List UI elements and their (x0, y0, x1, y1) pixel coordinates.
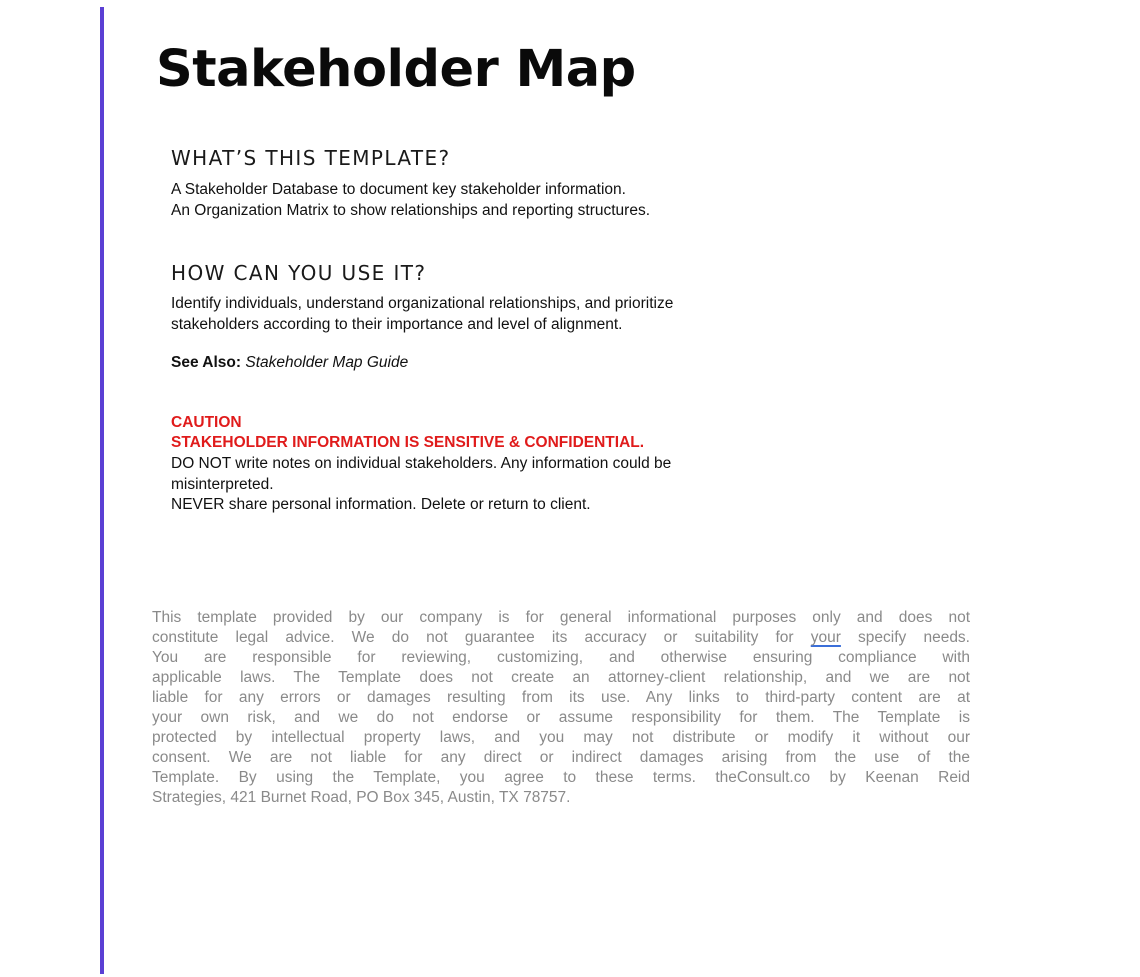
disclaimer-text: specify needs. (840, 629, 970, 646)
disclaimer-line: your own risk, and we do not endorse or assume responsibility for them. The Template is (152, 709, 970, 726)
disclaimer-line: protected by intellectual property laws, and you may not distribute or modify it without our (152, 729, 970, 746)
see-also-label: See Also: (171, 354, 242, 371)
disclaimer-line: applicable laws. The Template does not create an attorney-client relationship, and we are not (152, 669, 970, 686)
caution-line: DO NOT write notes on individual stakeholders. Any information could be (171, 455, 672, 472)
whats-this-line: An Organization Matrix to show relationships and reporting structures. (171, 201, 651, 219)
whats-this-line: A Stakeholder Database to document key stakeholder information. (171, 181, 626, 198)
disclaimer-text: constitute legal advice. We do not guarantee its accuracy or suitability for (152, 629, 811, 646)
caution-subheading: STAKEHOLDER INFORMATION IS SENSITIVE & CONFIDENTIAL. (171, 434, 645, 451)
whats-this-body (171, 180, 650, 221)
whats-this-heading: WHAT’S THIS TEMPLATE? (171, 146, 451, 170)
legal-disclaimer (152, 608, 970, 808)
how-use-line: stakeholders according to their importance and level of alignment. (171, 315, 623, 333)
left-accent-rule (100, 7, 104, 974)
caution-line: misinterpreted. (171, 475, 274, 493)
disclaimer-line: This template provided by our company is for general informational purposes only and does not (152, 609, 970, 626)
disclaimer-line: consent. We are not liable for any direct or indirect damages arising from the use of the (152, 749, 970, 766)
disclaimer-line: You are responsible for reviewing, customizing, and otherwise ensuring compliance with (152, 649, 970, 666)
spellcheck-underlined-word: your (810, 629, 841, 646)
caution-heading: CAUTION (171, 414, 242, 431)
disclaimer-line (152, 628, 970, 648)
see-also-link[interactable]: Stakeholder Map Guide (245, 354, 409, 371)
caution-body (171, 454, 671, 516)
how-use-heading: HOW CAN YOU USE IT? (171, 261, 427, 285)
how-use-line: Identify individuals, understand organizational relationships, and prioritize (171, 295, 674, 312)
caution-line: NEVER share personal information. Delete or return to client. (171, 496, 591, 513)
disclaimer-line: liable for any errors or damages resulting from its use. Any links to third-party content are at (152, 689, 970, 706)
page-title: Stakeholder Map (156, 40, 636, 99)
see-also (171, 354, 408, 372)
how-use-body (171, 294, 673, 335)
disclaimer-line: Strategies, 421 Burnet Road, PO Box 345, Austin, TX 78757. (152, 789, 571, 806)
disclaimer-line: Template. By using the Template, you agree to these terms. theConsult.co by Keenan Reid (152, 769, 970, 786)
